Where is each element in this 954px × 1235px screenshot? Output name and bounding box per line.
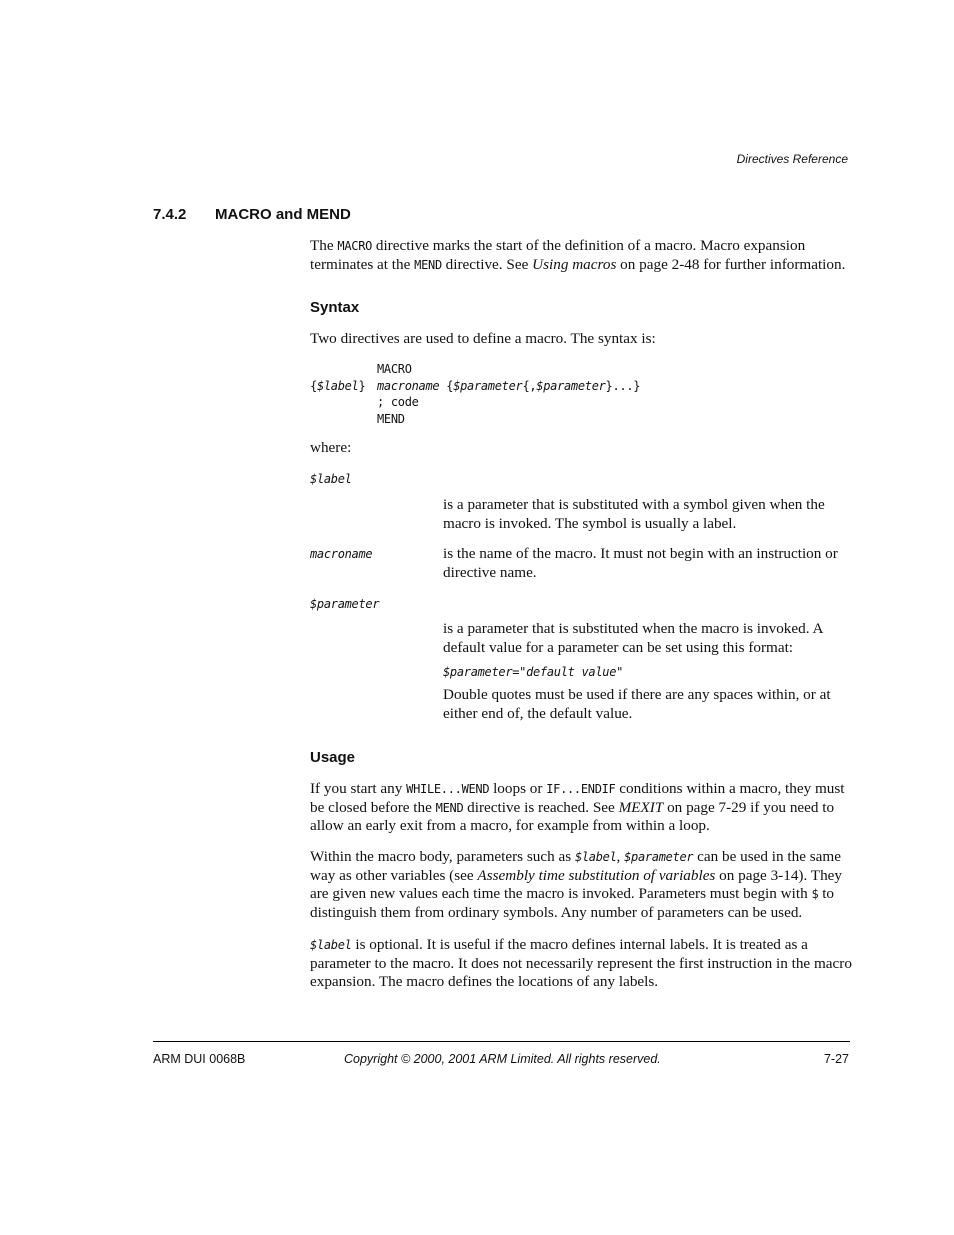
running-head: Directives Reference [736, 152, 848, 166]
paragraph: where: [310, 439, 352, 456]
code-macro: MACRO [337, 239, 373, 253]
code-line: ; code [377, 395, 419, 409]
where-text [310, 439, 855, 458]
term-macroname: macroname [310, 547, 373, 561]
desc-parameter [443, 620, 855, 657]
footer-doc-id: ARM DUI 0068B [153, 1052, 246, 1066]
code-mend: MEND [414, 257, 442, 272]
text: can be used in the same way as other variables (see [310, 848, 841, 884]
usage-paragraph-1 [310, 780, 855, 836]
text: Within the macro body, parameters such as [310, 848, 575, 865]
brace: {, [522, 378, 537, 393]
code-while-wend: WHILE...WEND [406, 782, 490, 796]
code-var: $label [310, 938, 352, 952]
code-var: macroname [377, 378, 440, 393]
footer-rule [153, 1041, 850, 1042]
code-if-endif: IF...ENDIF [546, 782, 616, 796]
paragraph: is a parameter that is substituted with a symbol given when the macro is invoked. The symbol is usually a label. [443, 496, 825, 532]
text: The [310, 237, 338, 254]
section-title: MACRO and MEND [215, 206, 351, 223]
paragraph: Two directives are used to define a macro. The syntax is: [310, 330, 656, 347]
text: on page 2-48 for further information. [616, 255, 846, 273]
usage-paragraph-2 [310, 848, 855, 922]
syntax-text [310, 330, 855, 349]
code-line: MACRO [377, 362, 412, 376]
cross-reference-link[interactable]: Using macros [532, 255, 617, 273]
parameter-note [443, 686, 855, 723]
code-var: $parameter [624, 850, 694, 864]
code-var: $parameter [453, 378, 523, 393]
term-label: $label [310, 472, 352, 486]
footer-page-number: 7-27 [823, 1052, 849, 1066]
code-mend: MEND [435, 800, 464, 815]
paragraph: is a parameter that is substituted when the macro is invoked. A default value for a parameter can be set using this format: [443, 620, 823, 656]
text: on page 7-29 if you need to allow an early exit from a macro, for example from within a loop. [310, 798, 835, 834]
text: directive. See [441, 255, 533, 273]
text: , [616, 848, 625, 865]
desc-label [443, 496, 855, 533]
brace: } [358, 378, 366, 393]
code-var: $label [316, 378, 359, 393]
code-var: $label [574, 850, 617, 864]
syntax-code-block [310, 361, 640, 427]
brace: }...} [605, 378, 641, 393]
code-line: MEND [377, 411, 405, 426]
cross-reference-link[interactable]: Assembly time substitution of variables [477, 866, 716, 884]
text: on page 3-14). They are given new values each time the macro is invoked. Parameters must begin with [310, 866, 843, 902]
paragraph: is the name of the macro. It must not begin with an instruction or directive name. [443, 545, 838, 581]
desc-macroname [443, 545, 855, 582]
brace: { [439, 378, 454, 393]
text: directive marks the start of the definition of a macro. Macro expansion terminates at the [310, 237, 806, 273]
text: directive is reached. See [463, 798, 619, 816]
text: to distinguish them from ordinary symbols. Any number of parameters can be used. [310, 885, 835, 921]
code-var: $parameter [536, 378, 606, 393]
usage-paragraph-3 [310, 936, 855, 992]
brace: { [310, 378, 317, 393]
code-dollar: $ [811, 887, 819, 901]
intro-paragraph [310, 237, 855, 274]
term-parameter: $parameter [310, 597, 380, 611]
syntax-heading: Syntax [310, 299, 360, 316]
text: loops or [489, 780, 547, 797]
footer-copyright: Copyright © 2000, 2001 ARM Limited. All rights reserved. [344, 1052, 661, 1066]
paragraph: Double quotes must be used if there are any spaces within, or at either end of, the default value. [443, 686, 831, 722]
text: is optional. It is useful if the macro defines internal labels. It is treated as a parameter to the macro. It does not necessarily represent the first instruction in the macro expansion. The macro defines the locations of any labels. [310, 936, 852, 990]
parameter-format-code: $parameter="default value" [443, 665, 624, 679]
text: If you start any [310, 780, 407, 797]
usage-heading: Usage [310, 749, 356, 766]
text: conditions within a macro, they must be closed before the [310, 780, 845, 816]
cross-reference-link[interactable]: MEXIT [618, 798, 664, 816]
section-number: 7.4.2 [153, 206, 187, 223]
